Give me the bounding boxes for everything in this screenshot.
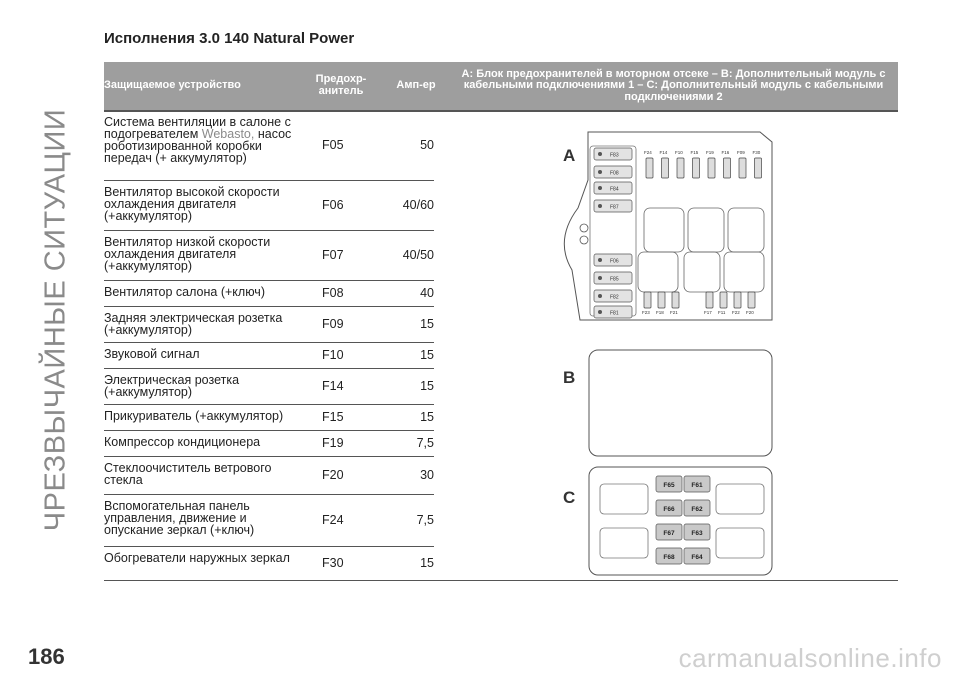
table-row	[104, 306, 434, 343]
fuse-c-label: F66	[663, 506, 675, 513]
fuse-a-top-label: F30	[752, 150, 761, 155]
row-device	[104, 312, 309, 336]
row-fuse: F09	[322, 317, 344, 331]
fuse-a-left	[594, 272, 632, 284]
module-c-diagram	[588, 466, 774, 578]
fuse-a-top	[737, 150, 746, 178]
row-device	[104, 186, 309, 222]
fuse-c-label: F67	[663, 530, 675, 537]
row-fuse: F06	[322, 198, 344, 212]
fuse-a-bottom	[670, 292, 679, 315]
fuse-c-label: F68	[663, 554, 675, 561]
fuse-a-top	[644, 150, 653, 178]
fuse-a-bottom	[718, 292, 727, 315]
row-device	[104, 286, 309, 298]
row-fuse: F14	[322, 379, 344, 393]
fuse-a-top-label: F15	[690, 150, 699, 155]
fuse-a-left-label: F83	[610, 152, 619, 159]
row-device-text: Система вентиляции в салоне с подогревателем	[104, 115, 291, 141]
row-fuse: F15	[322, 410, 344, 424]
row-device	[104, 374, 309, 398]
table-row	[104, 280, 434, 307]
table-row	[104, 404, 434, 431]
fuse-c	[656, 524, 682, 540]
row-amp: 15	[420, 348, 434, 362]
row-device	[104, 236, 309, 272]
fuse-a-left	[594, 148, 632, 160]
fuse-a-top-label: F14	[659, 150, 668, 155]
fuse-a-left-label: F84	[610, 186, 619, 193]
row-device-text: Обогреватели наружных зеркал	[104, 551, 290, 565]
fuse-a-left	[594, 254, 632, 266]
page-number: 186	[28, 644, 65, 669]
row-device-text: Вентилятор высокой скорости охлаждения двигателя (+аккумулятор)	[104, 185, 280, 223]
row-device-text: Вспомогательная панель управления, движение и опускание зеркал (+ключ)	[104, 499, 255, 537]
fuse-a-top-label: F16	[721, 150, 730, 155]
fuse-a-bottom-label: F23	[642, 310, 650, 315]
row-amp: 7,5	[416, 513, 434, 527]
row-amp: 40	[420, 286, 434, 300]
fuse-box-a-diagram	[560, 120, 780, 330]
page-heading: Исполнения 3.0 140 Natural Power	[104, 30, 355, 47]
fuse-a-bottom	[704, 292, 713, 315]
fuse-c-label: F65	[663, 482, 675, 489]
fuse-a-top	[675, 150, 684, 178]
fuse-a-bottom-label: F18	[656, 310, 664, 315]
row-amp: 15	[420, 410, 434, 424]
fuse-c	[684, 548, 710, 564]
table-row	[104, 342, 434, 369]
row-device	[104, 462, 309, 486]
table-row	[104, 180, 434, 231]
row-amp: 50	[420, 138, 434, 152]
fuse-a-left-label: F08	[610, 170, 619, 177]
fuse-a-bottom	[732, 292, 741, 315]
row-fuse: F24	[322, 513, 344, 527]
row-fuse: F19	[322, 436, 344, 450]
diagram-label-a: A	[563, 146, 576, 165]
row-amp: 7,5	[416, 436, 434, 450]
row-fuse: F08	[322, 286, 344, 300]
fuse-a-top	[660, 150, 669, 178]
fuse-c	[656, 476, 682, 492]
fuse-a-top	[722, 150, 731, 178]
row-amp: 40/50	[402, 248, 434, 262]
fuse-a-bottom-label: F11	[718, 310, 726, 315]
row-device	[104, 552, 309, 564]
fuse-a-bottom-label: F22	[732, 310, 740, 315]
fuse-a-left	[594, 306, 632, 318]
fuse-a-left-label: F06	[610, 258, 619, 265]
fuse-c-label: F63	[691, 530, 703, 537]
row-device-text: Задняя электрическая розетка (+аккумулятор)	[104, 311, 283, 337]
row-device-text: Вентилятор салона (+ключ)	[104, 285, 265, 299]
fuse-a-bottom-label: F20	[746, 310, 754, 315]
row-device	[104, 410, 309, 422]
diagram-label-b: B	[563, 368, 576, 387]
row-amp: 30	[420, 468, 434, 482]
row-device-text: Звуковой сигнал	[104, 347, 200, 361]
fuse-c	[684, 500, 710, 516]
fuse-c	[656, 500, 682, 516]
module-b-diagram	[588, 349, 774, 459]
row-amp: 15	[420, 379, 434, 393]
row-fuse: F30	[322, 556, 344, 570]
fuse-a-top	[691, 150, 700, 178]
row-device-text: Компрессор кондиционера	[104, 435, 261, 449]
fuse-a-bottom	[642, 292, 651, 315]
table-row	[104, 230, 434, 281]
fuse-a-left-label: F81	[610, 310, 619, 317]
row-device	[104, 500, 309, 536]
table-row	[104, 368, 434, 405]
fuse-a-top	[706, 150, 715, 178]
row-device-text: Электрическая розетка (+аккумулятор)	[104, 373, 240, 399]
row-fuse: F07	[322, 248, 344, 262]
fuse-a-bottom	[746, 292, 755, 315]
header-amp: Амп-ер	[396, 79, 436, 92]
row-device	[104, 436, 309, 448]
diagram-label-c: C	[563, 488, 576, 507]
fuse-table	[104, 62, 898, 112]
fuse-c	[656, 548, 682, 564]
fuse-a-left	[594, 182, 632, 194]
fuse-a-left	[594, 200, 632, 212]
header-fuse: Предохр-анитель	[315, 73, 367, 97]
row-amp: 15	[420, 556, 434, 570]
fuse-c	[684, 524, 710, 540]
fuse-a-left	[594, 290, 632, 302]
row-device-text: Вентилятор низкой скорости охлаждения двигателя (+аккумулятор)	[104, 235, 271, 273]
fuse-a-top-label: F24	[644, 150, 652, 155]
table-header	[104, 62, 898, 112]
row-device-text: Прикуриватель (+аккумулятор)	[104, 409, 284, 423]
fuse-a-left-label: F85	[610, 276, 619, 283]
fuse-a-top-label: F10	[675, 150, 683, 155]
row-device	[104, 348, 309, 360]
header-device: Защищаемое устройство	[104, 79, 241, 92]
table-row	[104, 494, 434, 547]
table-row	[104, 456, 434, 495]
table-row	[104, 546, 434, 580]
fuse-a-left	[594, 166, 632, 178]
row-device	[104, 116, 309, 164]
fuse-a-top-label: F19	[706, 150, 714, 155]
table-bottom-line	[104, 580, 898, 581]
fuse-a-top	[753, 150, 762, 178]
table-row	[104, 110, 434, 181]
row-fuse: F05	[322, 138, 344, 152]
row-device-text: Стеклоочиститель ветрового стекла	[104, 461, 272, 487]
fuse-a-bottom	[656, 292, 665, 315]
fuse-a-left-label: F87	[610, 204, 619, 211]
fuse-a-left-label: F82	[610, 294, 619, 301]
fuse-a-bottom-label: F17	[704, 310, 712, 315]
row-device-text-rest: насос роботизированной коробки передач (+ аккумулятор)	[104, 127, 292, 165]
watermark: carmanualsonline.info	[678, 643, 942, 673]
fuse-c	[684, 476, 710, 492]
fuse-c-label: F61	[691, 482, 703, 489]
fuse-a-bottom-label: F21	[670, 310, 678, 315]
chapter-side-title: ЧРЕЗВЫЧАЙНЫЕ СИТУАЦИИ	[39, 108, 72, 532]
fuse-c-label: F64	[691, 554, 703, 561]
row-fuse: F10	[322, 348, 344, 362]
fuse-a-top-label: F09	[737, 150, 745, 155]
row-device-brand: Webasto,	[201, 127, 255, 141]
row-amp: 40/60	[402, 198, 434, 212]
header-location: A: Блок предохранителей в моторном отсеке – B: Дополнительный модуль с кабельными подключениями 1 – C: Дополнительный модуль с кабельными подключениями 2	[461, 67, 886, 103]
table-row	[104, 430, 434, 457]
row-fuse: F20	[322, 468, 344, 482]
row-amp: 15	[420, 317, 434, 331]
fuse-c-label: F62	[691, 506, 703, 513]
